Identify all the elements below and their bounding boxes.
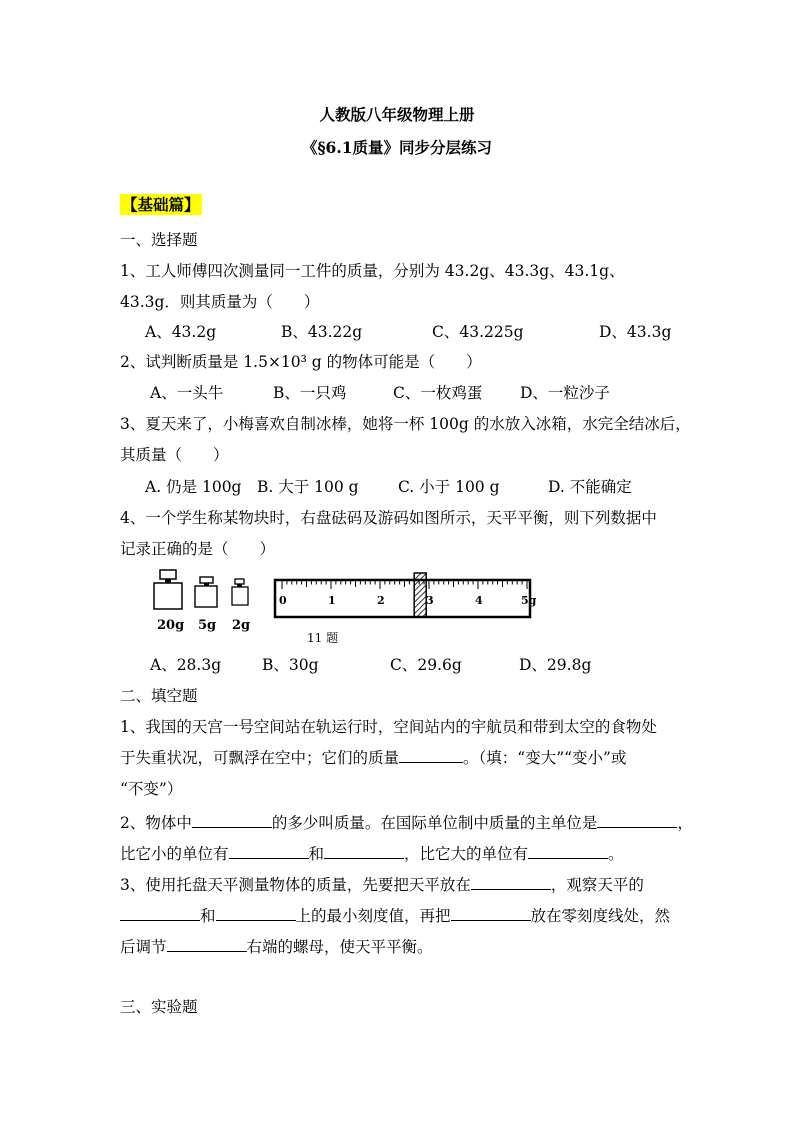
q3-line1: 3、夏天来了，小梅喜欢自制冰棒，她将一杯 100g 的水放入冰箱，水完全结冰后， <box>120 415 691 433</box>
answer-blank[interactable] <box>399 748 463 763</box>
slider-ruler <box>275 573 537 617</box>
doc-title: 人教版八年级物理上册 <box>319 105 475 124</box>
q1-line1: 1、工人师傅四次测量同一工件的质量，分别为 43.2g、43.3g、43.1g、 <box>120 262 625 280</box>
answer-blank[interactable] <box>471 875 551 890</box>
answer-blank[interactable] <box>451 906 531 921</box>
answer-blank[interactable] <box>167 937 247 952</box>
section1-heading: 一、选择题 <box>120 231 198 249</box>
fill-q1-line3: “不变”） <box>120 780 183 798</box>
fill-q2-line2: 比它小的单位有 和 ，比它大的单位有 。 <box>120 845 624 863</box>
ruler-frame <box>275 580 530 617</box>
weight-20g-icon <box>154 570 182 609</box>
q3-option-d: D. 不能确定 <box>548 478 632 496</box>
answer-blank[interactable] <box>528 844 608 859</box>
q4-option-b: B、30g <box>262 656 319 674</box>
ruler-tick-label: 3 <box>426 594 434 607</box>
fill-q3-line1: 3、使用托盘天平测量物体的质量，先要把天平放在 ，观察天平的 <box>120 876 644 894</box>
fill-q3-line3: 后调节 右端的螺母，使天平平衡。 <box>120 938 433 956</box>
q4-line1: 4、一个学生称某物块时，右盘砝码及游码如图所示，天平平衡，则下列数据中 <box>120 509 657 527</box>
q3-option-c: C. 小于 100 g <box>398 478 500 496</box>
q2-option-c: C、一枚鸡蛋 <box>393 384 483 402</box>
q2-option-d: D、一粒沙子 <box>520 384 610 402</box>
q3-option-a: A. 仍是 100g <box>145 478 242 496</box>
q2-option-a: A、一头牛 <box>150 384 224 402</box>
answer-blank[interactable] <box>192 813 272 828</box>
q4-option-c: C、29.6g <box>390 656 462 674</box>
balance-figure <box>140 565 540 650</box>
q1-option-a: A、43.2g <box>145 323 217 341</box>
ruler-tick-label: 4 <box>475 594 483 607</box>
q4-option-a: A、28.3g <box>150 656 222 674</box>
fill-q1-line1: 1、我国的天宫一号空间站在轨运行时，空间站内的宇航员和带到太空的食物处 <box>120 718 657 736</box>
weight-2g-label: 2g <box>232 618 251 633</box>
doc-subtitle: 《§6.1质量》同步分层练习 <box>301 138 493 157</box>
q1-option-d: D、43.3g <box>599 323 672 341</box>
fill-q3-line2: 和 上的最小刻度值，再把 放在零刻度线处，然 <box>120 905 670 927</box>
fill-q1-line2: 于失重状况，可飘浮在空中；它们的质量 。（填：“变大”“变小”或 <box>120 749 627 767</box>
ruler-tick-label: 2 <box>377 594 385 607</box>
basic-section-tag: 【基础篇】 <box>122 195 200 214</box>
section3-heading: 三、实验题 <box>120 998 198 1016</box>
answer-blank[interactable] <box>216 906 296 921</box>
figure-caption: 11 题 <box>307 631 339 645</box>
ruler-tick-label: 5g <box>521 594 537 607</box>
q3-option-b: B. 大于 100 g <box>257 478 359 496</box>
q1-line2: 43.3g．则其质量为（ ） <box>120 293 320 311</box>
rider-icon <box>414 573 426 617</box>
ruler-tick-label: 1 <box>328 594 336 607</box>
q4-line2: 记录正确的是（ ） <box>120 540 276 558</box>
q3-line2: 其质量（ ） <box>120 446 229 464</box>
section2-heading: 二、填空题 <box>120 687 198 705</box>
weight-5g-label: 5g <box>198 618 217 633</box>
answer-blank[interactable] <box>120 906 200 921</box>
q1-option-b: B、43.22g <box>281 323 363 341</box>
answer-blank[interactable] <box>229 844 309 859</box>
weight-2g-icon <box>232 579 248 605</box>
q4-option-d: D、29.8g <box>519 656 592 674</box>
q2-option-b: B、一只鸡 <box>273 384 347 402</box>
answer-blank[interactable] <box>597 813 677 828</box>
q2-line1: 2、试判断质量是 1.5×10³ g 的物体可能是（ ） <box>120 353 482 371</box>
ruler-tick-label: 0 <box>279 594 287 607</box>
q1-option-c: C、43.225g <box>432 323 524 341</box>
fill-q2-line1: 2、物体中 的多少叫质量。在国际单位制中质量的主单位是 ， <box>120 814 693 832</box>
weight-20g-label: 20g <box>157 618 185 633</box>
weight-5g-icon <box>195 577 217 607</box>
answer-blank[interactable] <box>324 844 404 859</box>
